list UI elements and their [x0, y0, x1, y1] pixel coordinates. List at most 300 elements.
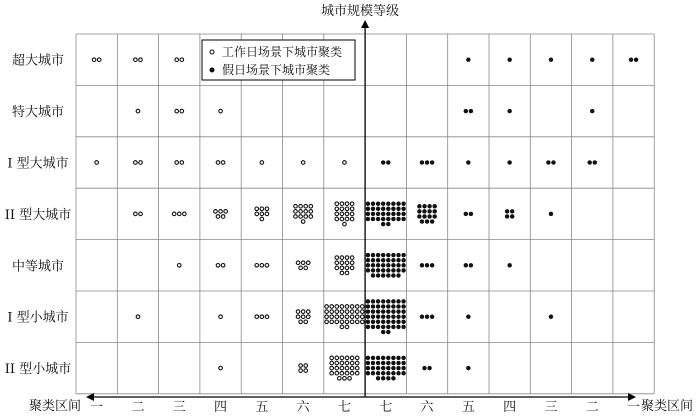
holiday-cluster-point	[371, 268, 375, 272]
holiday-cluster-point	[397, 315, 401, 319]
holiday-cluster-point	[391, 325, 395, 329]
workday-cluster-point	[296, 310, 300, 314]
holiday-cluster-point	[386, 253, 390, 257]
holiday-cluster-point	[366, 268, 370, 272]
holiday-cluster-point	[466, 161, 470, 165]
holiday-cluster-point	[402, 366, 406, 370]
holiday-cluster-point	[386, 202, 390, 206]
holiday-cluster-point	[402, 212, 406, 216]
legend-hollow-marker	[210, 50, 214, 54]
x-tick-label: 七	[337, 400, 351, 415]
x-axis-title-right: 聚类区间	[640, 399, 694, 414]
x-axis-title-left: 聚类区间	[28, 399, 82, 414]
holiday-cluster-point	[381, 320, 385, 324]
workday-cluster-point	[340, 271, 344, 275]
holiday-cluster-point	[391, 253, 395, 257]
workday-cluster-point	[345, 305, 349, 309]
holiday-cluster-point	[376, 268, 380, 272]
holiday-cluster-point	[634, 58, 638, 62]
workday-cluster-point	[304, 369, 308, 373]
workday-cluster-point	[296, 315, 300, 319]
holiday-cluster-point	[510, 209, 514, 213]
workday-cluster-point	[345, 217, 349, 221]
workday-cluster-point	[330, 366, 334, 370]
holiday-cluster-point	[391, 310, 395, 314]
workday-cluster-point	[304, 215, 308, 219]
holiday-cluster-point	[391, 268, 395, 272]
workday-cluster-point	[343, 222, 347, 226]
holiday-cluster-point	[391, 207, 395, 211]
holiday-cluster-point	[391, 263, 395, 267]
workday-cluster-point	[340, 217, 344, 221]
workday-cluster-point	[350, 310, 354, 314]
holiday-cluster-point	[386, 315, 390, 319]
workday-cluster-point	[175, 58, 179, 62]
holiday-cluster-point	[397, 361, 401, 365]
holiday-cluster-point	[381, 258, 385, 262]
holiday-cluster-point	[371, 325, 375, 329]
workday-cluster-point	[350, 366, 354, 370]
holiday-cluster-point	[397, 356, 401, 360]
workday-cluster-point	[340, 256, 344, 260]
holiday-cluster-point	[397, 371, 401, 375]
holiday-cluster-point	[366, 310, 370, 314]
holiday-cluster-point	[371, 207, 375, 211]
row-label: II 型小城市	[4, 362, 72, 378]
workday-cluster-point	[260, 315, 264, 319]
workday-cluster-point	[355, 305, 359, 309]
workday-cluster-point	[340, 202, 344, 206]
holiday-cluster-point	[366, 305, 370, 309]
holiday-cluster-point	[397, 268, 401, 272]
workday-cluster-point	[134, 58, 138, 62]
workday-cluster-point	[95, 161, 99, 165]
workday-cluster-point	[330, 371, 334, 375]
holiday-cluster-point	[510, 214, 514, 218]
holiday-cluster-point	[391, 361, 395, 365]
workday-cluster-point	[134, 212, 138, 216]
workday-cluster-point	[335, 320, 339, 324]
workday-cluster-point	[345, 315, 349, 319]
holiday-cluster-point	[376, 315, 380, 319]
holiday-cluster-point	[376, 305, 380, 309]
holiday-cluster-point	[371, 253, 375, 257]
holiday-cluster-point	[371, 310, 375, 314]
holiday-cluster-point	[381, 263, 385, 267]
holiday-cluster-point	[397, 325, 401, 329]
holiday-cluster-point	[428, 366, 432, 370]
holiday-cluster-point	[402, 268, 406, 272]
holiday-cluster-point	[391, 202, 395, 206]
holiday-cluster-point	[505, 209, 509, 213]
workday-cluster-point	[139, 58, 143, 62]
workday-cluster-point	[340, 261, 344, 265]
workday-cluster-point	[134, 161, 138, 165]
workday-cluster-point	[306, 261, 310, 265]
workday-cluster-point	[299, 210, 303, 214]
workday-cluster-point	[299, 364, 303, 368]
workday-cluster-point	[260, 264, 264, 268]
holiday-cluster-point	[386, 371, 390, 375]
holiday-cluster-point	[397, 217, 401, 221]
workday-cluster-point	[345, 366, 349, 370]
holiday-cluster-point	[376, 274, 380, 278]
workday-cluster-point	[355, 320, 359, 324]
workday-cluster-point	[180, 109, 184, 113]
holiday-cluster-point	[420, 263, 424, 267]
row-label: II 型大城市	[4, 207, 72, 223]
workday-cluster-point	[355, 361, 359, 365]
workday-cluster-point	[345, 310, 349, 314]
workday-cluster-point	[343, 377, 347, 381]
row-label: 特大城市	[11, 105, 65, 121]
workday-cluster-point	[361, 305, 365, 309]
workday-cluster-point	[180, 58, 184, 62]
workday-cluster-point	[340, 325, 344, 329]
workday-cluster-point	[335, 217, 339, 221]
holiday-cluster-point	[466, 366, 470, 370]
holiday-cluster-point	[376, 356, 380, 360]
holiday-cluster-point	[505, 214, 509, 218]
x-tick-label: 五	[461, 400, 475, 415]
workday-cluster-point	[221, 264, 225, 268]
workday-cluster-point	[345, 361, 349, 365]
holiday-cluster-point	[366, 299, 370, 303]
workday-cluster-point	[330, 310, 334, 314]
workday-cluster-point	[219, 315, 223, 319]
workday-cluster-point	[299, 266, 303, 270]
axes	[88, 22, 634, 397]
workday-cluster-point	[345, 266, 349, 270]
holiday-cluster-point	[386, 310, 390, 314]
holiday-cluster-point	[366, 202, 370, 206]
workday-cluster-point	[255, 212, 259, 216]
holiday-cluster-point	[397, 299, 401, 303]
workday-cluster-point	[325, 315, 329, 319]
workday-cluster-point	[301, 310, 305, 314]
x-tick-label: 七	[379, 400, 393, 415]
holiday-cluster-point	[397, 258, 401, 262]
workday-cluster-point	[345, 212, 349, 216]
holiday-cluster-point	[376, 320, 380, 324]
holiday-cluster-point	[386, 366, 390, 370]
holiday-cluster-point	[381, 371, 385, 375]
holiday-cluster-point	[381, 212, 385, 216]
holiday-cluster-point	[397, 310, 401, 314]
holiday-cluster-point	[371, 274, 375, 278]
workday-cluster-point	[350, 261, 354, 265]
workday-cluster-point	[301, 161, 305, 165]
holiday-cluster-point	[430, 161, 434, 165]
workday-cluster-point	[350, 305, 354, 309]
holiday-cluster-point	[402, 305, 406, 309]
holiday-cluster-point	[593, 161, 597, 165]
workday-cluster-point	[301, 261, 305, 265]
workday-cluster-point	[260, 207, 264, 211]
workday-cluster-point	[340, 305, 344, 309]
x-tick-label: 一	[90, 400, 104, 415]
workday-cluster-point	[335, 371, 339, 375]
holiday-cluster-point	[381, 361, 385, 365]
holiday-cluster-point	[402, 325, 406, 329]
workday-cluster-point	[350, 207, 354, 211]
holiday-cluster-point	[391, 356, 395, 360]
x-tick-label: 六	[296, 400, 310, 415]
workday-cluster-point	[304, 204, 308, 208]
workday-cluster-point	[361, 315, 365, 319]
row-labels	[5, 53, 71, 377]
holiday-cluster-point	[381, 268, 385, 272]
workday-cluster-point	[330, 305, 334, 309]
workday-cluster-point	[255, 264, 259, 268]
holiday-cluster-point	[366, 263, 370, 267]
workday-cluster-point	[294, 215, 298, 219]
holiday-cluster-point	[402, 356, 406, 360]
holiday-cluster-point	[391, 274, 395, 278]
holiday-cluster-point	[402, 258, 406, 262]
workday-cluster-point	[335, 366, 339, 370]
workday-cluster-point	[340, 371, 344, 375]
workday-cluster-point	[340, 315, 344, 319]
workday-cluster-point	[350, 356, 354, 360]
holiday-cluster-point	[402, 253, 406, 257]
holiday-cluster-point	[397, 207, 401, 211]
row-label: 中等城市	[11, 259, 65, 275]
workday-cluster-point	[330, 361, 334, 365]
workday-cluster-point	[350, 202, 354, 206]
workday-cluster-point	[350, 256, 354, 260]
holiday-cluster-point	[371, 299, 375, 303]
workday-cluster-point	[361, 320, 365, 324]
workday-cluster-point	[294, 204, 298, 208]
legend	[202, 40, 355, 80]
holiday-cluster-point	[391, 305, 395, 309]
workday-cluster-point	[340, 361, 344, 365]
workday-cluster-point	[330, 315, 334, 319]
workday-cluster-point	[219, 366, 223, 370]
holiday-cluster-point	[391, 212, 395, 216]
holiday-cluster-point	[549, 315, 553, 319]
holiday-cluster-point	[546, 161, 550, 165]
holiday-cluster-point	[366, 366, 370, 370]
holiday-cluster-point	[402, 361, 406, 365]
workday-cluster-point	[345, 356, 349, 360]
holiday-cluster-point	[433, 214, 437, 218]
holiday-cluster-point	[391, 217, 395, 221]
workday-cluster-point	[296, 261, 300, 265]
workday-cluster-point	[340, 310, 344, 314]
holiday-cluster-point	[397, 366, 401, 370]
holiday-cluster-point	[366, 207, 370, 211]
workday-cluster-point	[216, 161, 220, 165]
holiday-cluster-point	[402, 207, 406, 211]
holiday-cluster-point	[466, 58, 470, 62]
workday-cluster-point	[260, 217, 264, 221]
holiday-cluster-point	[381, 274, 385, 278]
workday-cluster-point	[355, 366, 359, 370]
workday-cluster-point	[350, 371, 354, 375]
holiday-cluster-point	[420, 220, 424, 224]
workday-cluster-point	[348, 377, 352, 381]
holiday-cluster-point	[371, 258, 375, 262]
holiday-cluster-point	[590, 109, 594, 113]
workday-cluster-point	[304, 320, 308, 324]
holiday-cluster-point	[376, 361, 380, 365]
holiday-cluster-point	[391, 299, 395, 303]
holiday-cluster-point	[552, 161, 556, 165]
workday-cluster-point	[340, 366, 344, 370]
holiday-cluster-point	[371, 315, 375, 319]
holiday-cluster-point	[381, 315, 385, 319]
workday-cluster-point	[139, 161, 143, 165]
workday-cluster-point	[335, 202, 339, 206]
holiday-cluster-point	[425, 315, 429, 319]
holiday-cluster-point	[376, 217, 380, 221]
workday-cluster-point	[255, 207, 259, 211]
holiday-cluster-point	[386, 361, 390, 365]
workday-cluster-point	[136, 315, 140, 319]
holiday-cluster-point	[381, 207, 385, 211]
holiday-cluster-point	[381, 253, 385, 257]
holiday-cluster-point	[464, 212, 468, 216]
workday-cluster-point	[304, 266, 308, 270]
holiday-cluster-point	[381, 161, 385, 165]
holiday-cluster-point	[386, 305, 390, 309]
holiday-cluster-point	[376, 310, 380, 314]
workday-cluster-point	[177, 212, 181, 216]
holiday-cluster-point	[590, 58, 594, 62]
workday-cluster-point	[224, 210, 228, 214]
workday-cluster-point	[260, 161, 264, 165]
workday-cluster-point	[355, 371, 359, 375]
workday-cluster-point	[350, 320, 354, 324]
x-tick-label: 二	[131, 400, 145, 415]
holiday-cluster-point	[376, 366, 380, 370]
workday-cluster-point	[345, 371, 349, 375]
workday-cluster-point	[335, 356, 339, 360]
holiday-cluster-point	[381, 330, 385, 334]
holiday-cluster-point	[425, 161, 429, 165]
workday-cluster-point	[330, 320, 334, 324]
workday-cluster-point	[335, 256, 339, 260]
workday-cluster-point	[265, 207, 269, 211]
holiday-cluster-point	[376, 258, 380, 262]
holiday-cluster-point	[464, 263, 468, 267]
holiday-cluster-point	[366, 371, 370, 375]
legend-label-holiday: 假日场景下城市聚类	[222, 63, 331, 77]
workday-cluster-point	[309, 215, 313, 219]
holiday-cluster-point	[423, 214, 427, 218]
workday-cluster-point	[309, 204, 313, 208]
holiday-cluster-point	[428, 209, 432, 213]
workday-cluster-point	[299, 369, 303, 373]
holiday-cluster-point	[397, 263, 401, 267]
workday-cluster-point	[345, 207, 349, 211]
holiday-cluster-point	[469, 212, 473, 216]
legend-filled-marker	[210, 68, 214, 72]
workday-cluster-point	[306, 310, 310, 314]
holiday-cluster-point	[381, 376, 385, 380]
holiday-cluster-point	[376, 202, 380, 206]
holiday-cluster-point	[549, 58, 553, 62]
holiday-cluster-point	[386, 299, 390, 303]
holiday-cluster-point	[469, 263, 473, 267]
workday-cluster-point	[338, 377, 342, 381]
workday-cluster-point	[340, 320, 344, 324]
holiday-cluster-point	[366, 212, 370, 216]
holiday-cluster-point	[371, 263, 375, 267]
workday-cluster-point	[306, 315, 310, 319]
holiday-cluster-point	[430, 315, 434, 319]
holiday-cluster-point	[391, 376, 395, 380]
workday-cluster-point	[299, 215, 303, 219]
workday-cluster-point	[219, 109, 223, 113]
holiday-cluster-point	[430, 220, 434, 224]
holiday-cluster-point	[386, 258, 390, 262]
x-tick-label: 一	[627, 400, 641, 415]
holiday-cluster-point	[391, 371, 395, 375]
holiday-cluster-point	[425, 263, 429, 267]
holiday-cluster-point	[376, 325, 380, 329]
holiday-cluster-point	[371, 217, 375, 221]
workday-cluster-point	[304, 364, 308, 368]
holiday-cluster-point	[469, 109, 473, 113]
holiday-cluster-point	[386, 376, 390, 380]
workday-cluster-point	[265, 315, 269, 319]
workday-cluster-point	[255, 315, 259, 319]
workday-cluster-point	[350, 315, 354, 319]
holiday-cluster-point	[376, 253, 380, 257]
workday-cluster-point	[221, 215, 225, 219]
workday-cluster-point	[265, 212, 269, 216]
holiday-cluster-point	[425, 220, 429, 224]
workday-cluster-point	[221, 161, 225, 165]
x-tick-label: 五	[255, 400, 269, 415]
holiday-cluster-point	[366, 320, 370, 324]
holiday-cluster-point	[386, 222, 390, 226]
workday-cluster-point	[335, 315, 339, 319]
workday-cluster-point	[350, 212, 354, 216]
holiday-cluster-point	[423, 209, 427, 213]
holiday-cluster-point	[391, 366, 395, 370]
workday-cluster-point	[335, 361, 339, 365]
holiday-cluster-point	[629, 58, 633, 62]
workday-cluster-point	[340, 212, 344, 216]
workday-cluster-point	[177, 264, 181, 268]
holiday-cluster-point	[417, 204, 421, 208]
workday-cluster-point	[260, 212, 264, 216]
row-label: I 型大城市	[7, 156, 69, 172]
workday-cluster-point	[335, 310, 339, 314]
workday-cluster-point	[175, 109, 179, 113]
workday-cluster-point	[343, 161, 347, 165]
holiday-cluster-point	[423, 366, 427, 370]
holiday-cluster-point	[376, 376, 380, 380]
x-tick-label: 三	[172, 400, 186, 415]
holiday-cluster-point	[397, 320, 401, 324]
x-tick-label: 二	[585, 400, 599, 415]
holiday-cluster-point	[366, 253, 370, 257]
holiday-cluster-point	[397, 274, 401, 278]
holiday-cluster-point	[386, 263, 390, 267]
holiday-cluster-point	[366, 217, 370, 221]
holiday-cluster-point	[376, 207, 380, 211]
holiday-cluster-point	[508, 263, 512, 267]
workday-cluster-point	[172, 212, 176, 216]
workday-cluster-point	[345, 202, 349, 206]
holiday-cluster-point	[508, 109, 512, 113]
workday-cluster-point	[345, 320, 349, 324]
